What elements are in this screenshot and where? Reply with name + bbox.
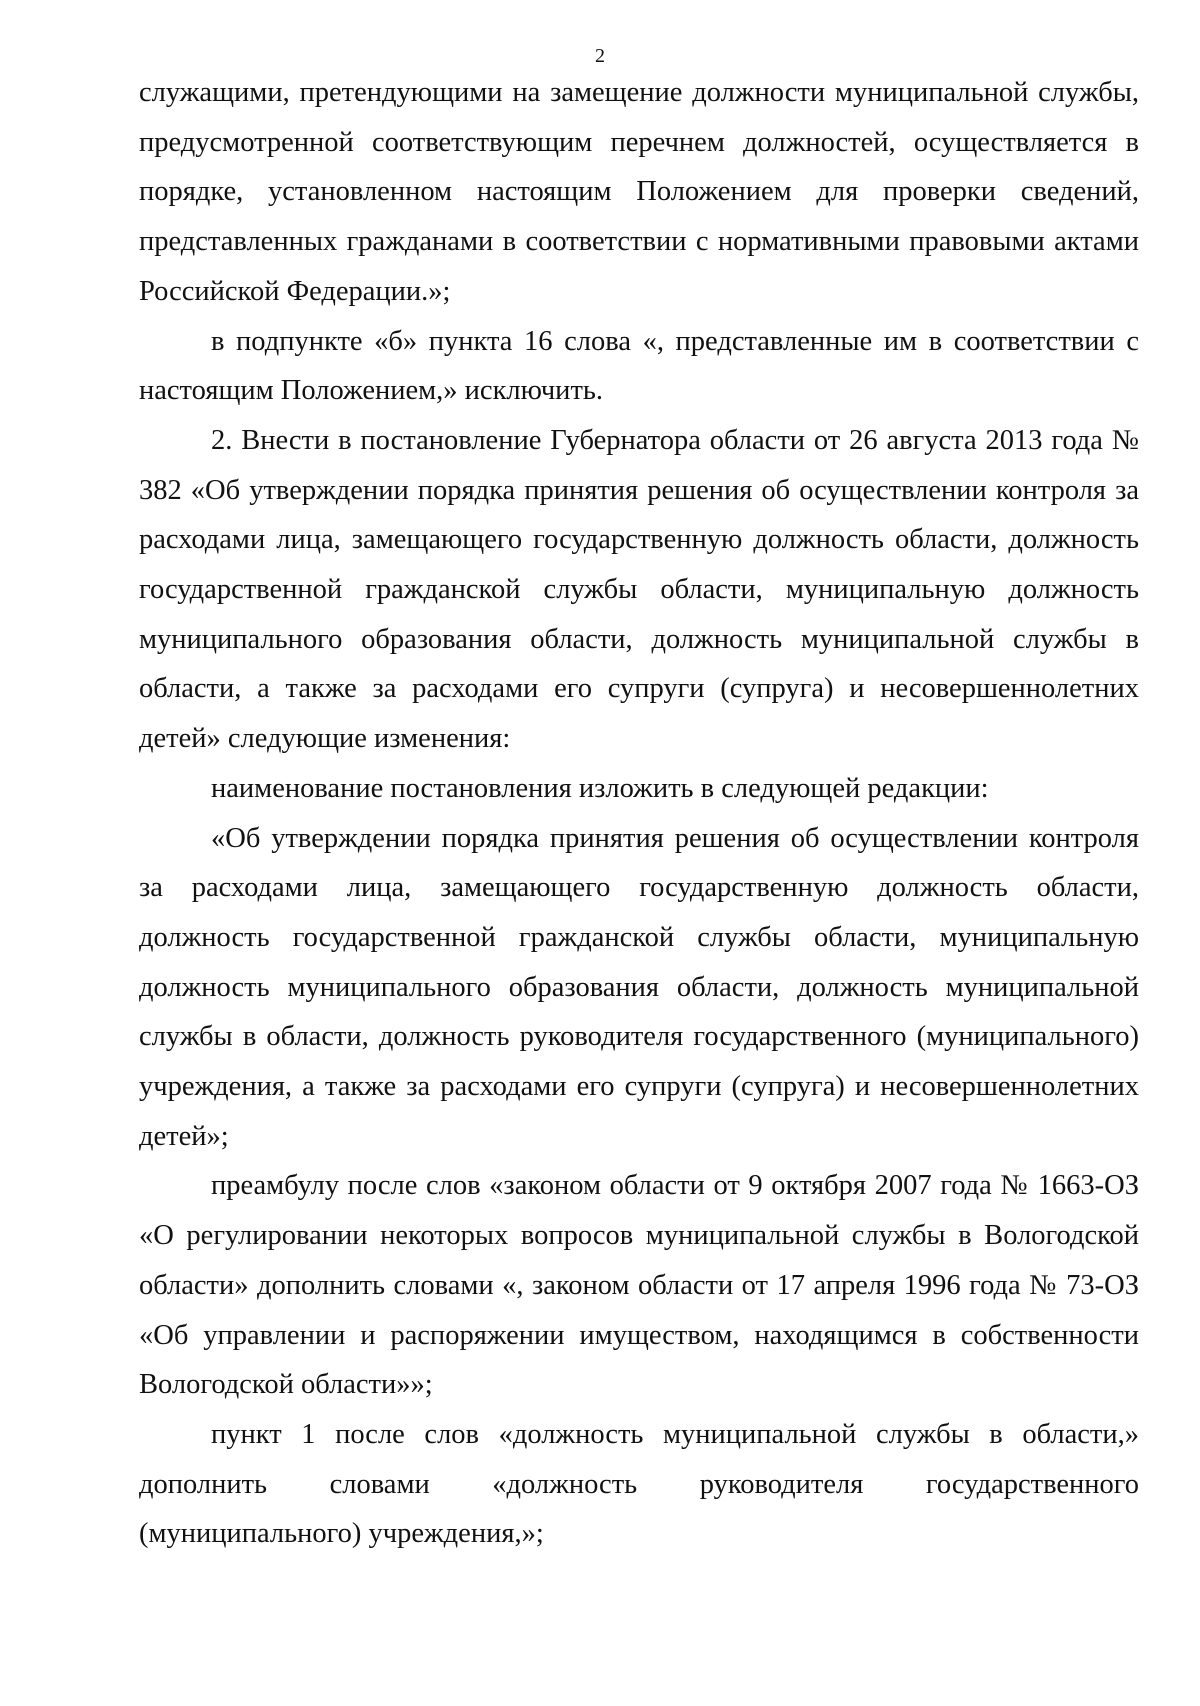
paragraph-subpoint-b: в подпункте «б» пункта 16 слова «, представленные им в соответствии с настоящим Положением,» исключить. xyxy=(139,325,1139,407)
paragraph-title-change: наименование постановления изложить в следующей редакции: xyxy=(211,772,989,804)
paragraph-new-title: «Об утверждении порядка принятия решения об осуществлении контроля за расходами лица, замещающего государственную должность области, должность государственной гражданской службы области, муниципальную должность муниципального образования области, должность муниципальной службы в области, должность руководителя государственного (муниципального) учреждения, а также за расходами его супруги (супруга) и несовершеннолетних детей»; xyxy=(139,822,1139,1152)
paragraph-continuation: служащими, претендующими на замещение должности муниципальной службы, предусмотренной соответствующим перечнем должностей, осуществляется в порядке, установленном настоящим Положением для проверки сведений, представленных гражданами в соответствии с нормативными правовыми актами Российской Федерации.»; xyxy=(139,77,1139,307)
document-body xyxy=(139,68,1139,1559)
paragraph-preamble: преамбулу после слов «законом области от 9 октября 2007 года № 1663-ОЗ «О регулировании некоторых вопросов муниципальной службы в Вологодской области» дополнить словами «, законом области от 17 апреля 1996 года № 73-ОЗ «Об управлении и распоряжении имуществом, находящимся в собственности Вологодской области»»; xyxy=(139,1170,1139,1401)
paragraph-item-1-change: пункт 1 после слов «должность муниципальной службы в области,» дополнить словами «должность руководителя государственного (муниципального) учреждения,»; xyxy=(139,1418,1139,1550)
page-number: 2 xyxy=(595,45,605,67)
paragraph-item-2: 2. Внести в постановление Губернатора области от 26 августа 2013 года № 382 «Об утверждении порядка принятия решения об осуществлении контроля за расходами лица, замещающего государственную должность области, должность государственной гражданской службы области, муниципальную должность муниципального образования области, должность муниципальной службы в области, а также за расходами его супруги (супруга) и несовершеннолетних детей» следующие изменения: xyxy=(139,424,1139,755)
